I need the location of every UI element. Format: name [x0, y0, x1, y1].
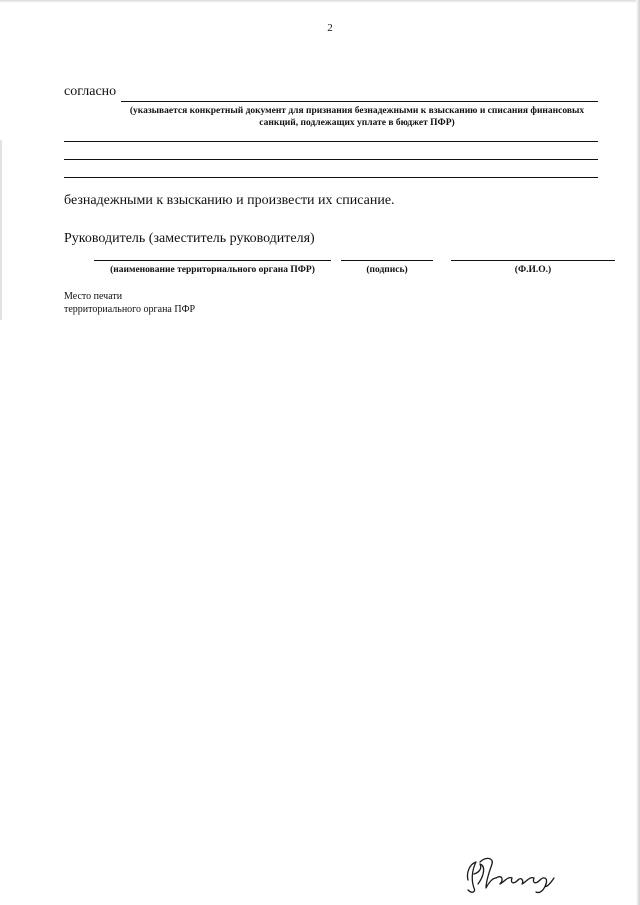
signatory-title: Руководитель (заместитель руководителя) — [64, 231, 315, 246]
stamp-note-line1: Место печати — [64, 291, 123, 302]
statement-text: безнадежными к взысканию и произвести их списание. — [64, 193, 395, 208]
agreement-lead-word: согласно — [64, 84, 117, 99]
signature-caption: (подпись) — [366, 265, 408, 275]
fio-caption: (Ф.И.О.) — [514, 265, 552, 275]
agreement-hint-line2: санкций, подлежащих уплате в бюджет ПФР) — [259, 118, 455, 128]
blank-fill-line — [64, 141, 598, 142]
org-name-line — [94, 260, 331, 261]
stamp-note-line2: территориального органа ПФР — [64, 304, 196, 315]
blank-fill-line — [64, 159, 598, 160]
page-number: 2 — [327, 22, 333, 34]
agreement-fill-line — [121, 101, 598, 102]
agreement-hint-line1: (указывается конкретный документ для признания безнадежными к взысканию и списания финансовых — [129, 106, 585, 116]
stamp-note — [64, 290, 195, 316]
scan-edge-left — [0, 140, 2, 320]
agreement-hint — [110, 105, 604, 129]
scan-edge-top — [0, 0, 640, 3]
org-name-caption: (наименование территориального органа ПФР) — [110, 265, 315, 275]
fio-line — [451, 260, 615, 261]
signature-line — [341, 260, 433, 261]
handwritten-signature — [462, 850, 562, 895]
blank-fill-line — [64, 177, 598, 178]
scan-edge-right — [636, 0, 640, 905]
agreement-row — [64, 84, 598, 104]
